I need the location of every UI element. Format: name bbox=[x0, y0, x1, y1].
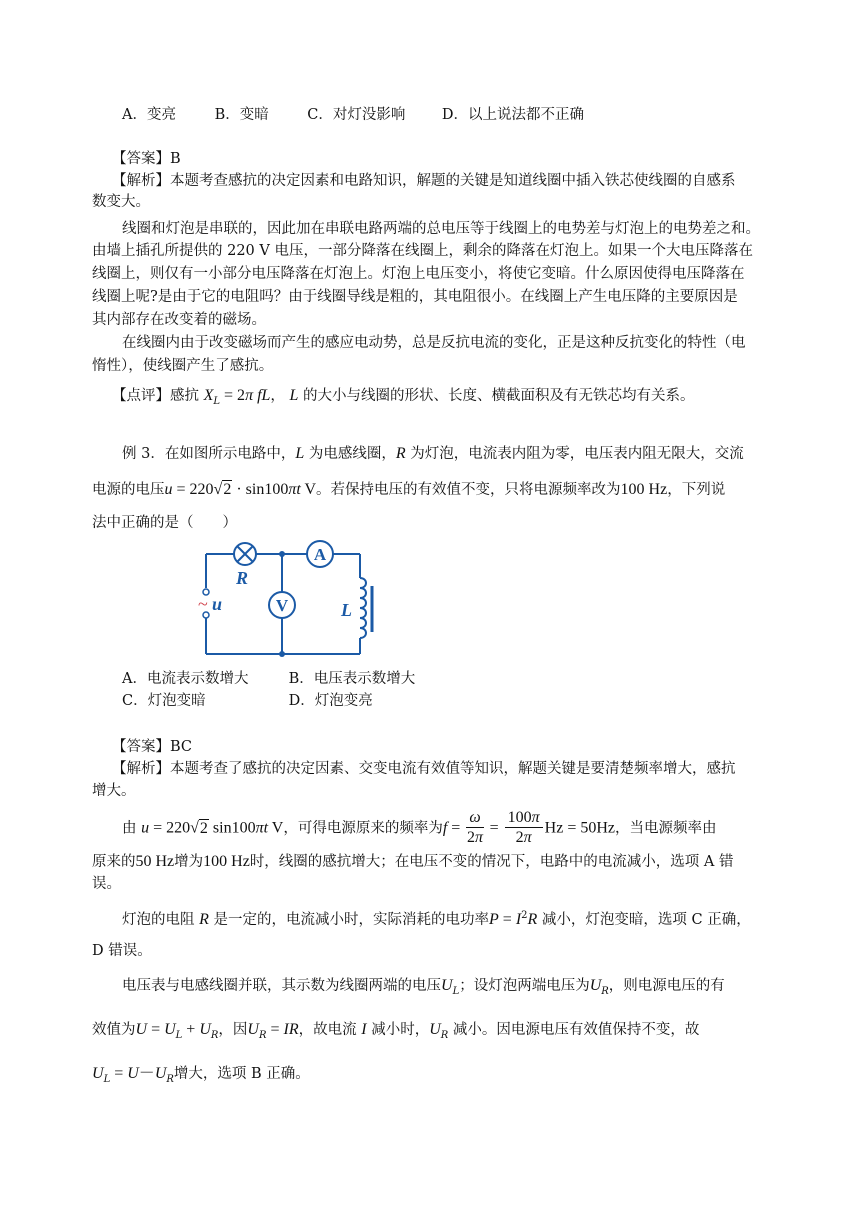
q2-options bbox=[122, 104, 812, 126]
option-b: B．变暗 bbox=[214, 107, 269, 123]
lamp-label: R bbox=[236, 568, 249, 588]
source-label: u bbox=[212, 594, 223, 614]
q3-solution-line2: 原来的50 Hz增为100 Hz时，线圈的感抗增大；在电压不变的情况下，电路中的电流减小，选项 A 错 bbox=[92, 853, 734, 870]
option-c: C．对灯没影响 bbox=[307, 107, 406, 123]
q3-solution-line8: $U_L = U-U_R$增大，选项 B 正确。 bbox=[92, 1065, 310, 1085]
q3-stem-line3: 法中正确的是（ ） bbox=[92, 515, 237, 531]
q2-paragraph1-line2: 由墙上插孔所提供的 220 V 电压，一部分降落在线圈上，剩余的降落在灯泡上。如果一个大电压降落在 bbox=[92, 243, 753, 259]
q3-analysis-line1: 【解析】本题考查了感抗的决定因素、交变电流有效值等知识，解题关键是要清楚频率增大，感抗 bbox=[112, 761, 736, 777]
option-d: D．灯泡变亮 bbox=[288, 693, 373, 709]
ammeter-label: A bbox=[313, 545, 327, 564]
q3-answer: 【答案】BC bbox=[112, 739, 193, 755]
q3-options-row2 bbox=[122, 690, 812, 712]
q3-analysis-line2: 增大。 bbox=[92, 783, 136, 799]
q3-stem-line2: 电源的电压u = 220√2 · sin100πt V。若保持电压的有效值不变，只将电源频率改为100 Hz，下列说 bbox=[92, 481, 726, 498]
q3-solution-line3: 误。 bbox=[92, 876, 121, 892]
option-c: C．灯泡变暗 bbox=[122, 693, 206, 709]
q2-paragraph1-line4: 线圈上呢?是由于它的电阻吗？由于线圈导线是粗的，其电阻很小。在线圈上产生电压降的主要原因是 bbox=[92, 289, 738, 305]
q2-paragraph2-line2: 惰性），使线圈产生了感抗。 bbox=[92, 358, 274, 374]
voltmeter-label: V bbox=[275, 596, 289, 615]
ac-symbol: ~ bbox=[198, 594, 208, 614]
q3-solution-line5: D 错误。 bbox=[92, 943, 152, 959]
q2-analysis-line2: 数变大。 bbox=[92, 194, 150, 210]
q3-options-row1 bbox=[122, 668, 812, 690]
q3-solution-line6: 电压表与电感线圈并联，其示数为线圈两端的电压$U_L$；设灯泡两端电压为$U_R$，则电源电压的有 bbox=[122, 977, 725, 997]
option-a: A．电流表示数增大 bbox=[122, 671, 249, 687]
option-d: D．以上说法都不正确 bbox=[441, 107, 584, 123]
circuit-diagram bbox=[190, 538, 390, 660]
q2-analysis-line1: 【解析】本题考查感抗的决定因素和电路知识，解题的关键是知道线圈中插入铁芯使线圈的自感系 bbox=[112, 173, 736, 189]
option-b: B．电压表示数增大 bbox=[288, 671, 416, 687]
q3-solution-line1: 由 u = 220√2 sin100πt V，可得电源原来的频率为f = $\frac{\omega}{2\pi}$ = $\frac{100\pi}{2\pi}$ Hz = 50Hz，当电源频率由 bbox=[122, 809, 717, 847]
q3-solution-line4: 灯泡的电阻 R 是一定的，电流减小时，实际消耗的电功率$P = I^2R$ 减小，灯泡变暗，选项 C 正确， bbox=[122, 910, 751, 928]
q2-comment: 【点评】感抗 $X_L = 2\pi$ fL， L 的大小与线圈的形状、长度、横截面积及有无铁芯均有关系。 bbox=[112, 387, 695, 407]
q3-stem-line1: 例 3．在如图所示电路中，L 为电感线圈，R 为灯泡，电流表内阻为零，电压表内阻无限大，交流 bbox=[122, 445, 744, 462]
lamp-icon bbox=[234, 543, 256, 565]
q3-solution-line7: 效值为$U = U_L + U_R$，因$U_R$ = IR，故电流 I 减小时，$U_R$ 减小。因电源电压有效值保持不变，故 bbox=[92, 1021, 700, 1041]
q2-answer: 【答案】B bbox=[112, 151, 181, 167]
inductor-label: L bbox=[341, 600, 352, 620]
q2-paragraph1-line5: 其内部存在改变着的磁场。 bbox=[92, 312, 266, 328]
q2-paragraph1-line1: 线圈和灯泡是串联的，因此加在串联电路两端的总电压等于线圈上的电势差与灯泡上的电势差之和。 bbox=[122, 221, 760, 237]
q2-paragraph2-line1: 在线圈内由于改变磁场而产生的感应电动势，总是反抗电流的变化，正是这种反抗变化的特性（电 bbox=[122, 335, 746, 351]
option-a: A．变亮 bbox=[122, 107, 176, 123]
inductor-icon bbox=[360, 578, 366, 638]
q2-paragraph1-line3: 线圈上，则仅有一小部分电压降落在灯泡上。灯泡上电压变小，将使它变暗。什么原因使得电压降落在 bbox=[92, 266, 745, 282]
